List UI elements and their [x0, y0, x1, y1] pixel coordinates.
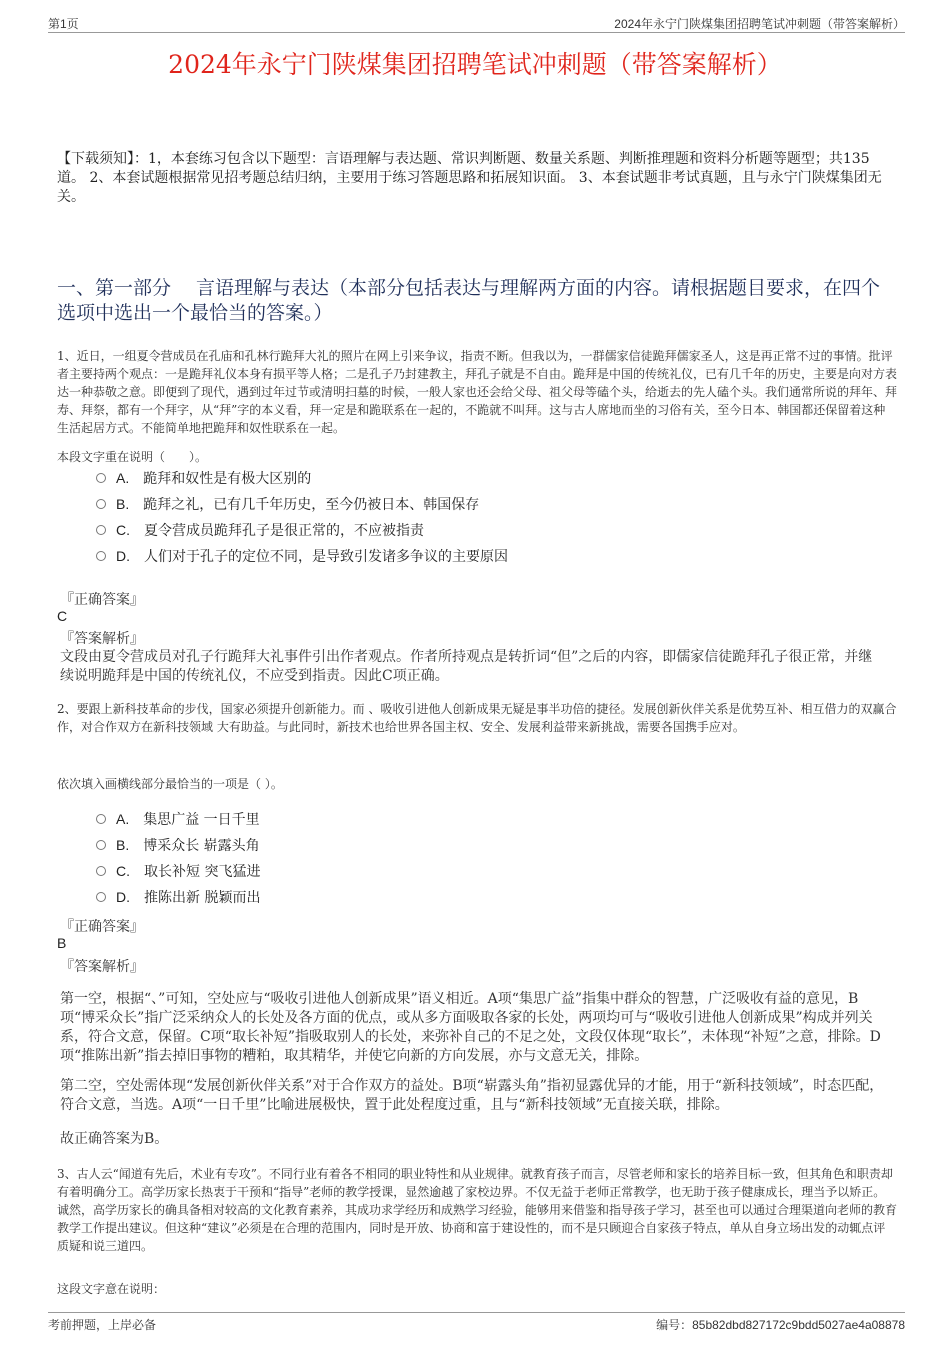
option-d[interactable]: D. 人们对于孔子的定位不同，是导致引发诸多争议的主要原因: [96, 543, 508, 569]
answer-label: 『正确答案』: [60, 592, 144, 608]
question-3-prompt: 这段文字意在说明：: [57, 1282, 166, 1296]
page-header: [48, 12, 905, 33]
download-notice: 【下载须知】：1，本套练习包含以下题型：言语理解与表达题、常识判断题、数量关系题、判断推理题和资料分析题等题型；共135道。 2、本套试题根据常见招考题总结归纳，主要用于练习答题思路和拓展知识面。 3、本套试题非考试真题，且与永宁门陕煤集团无关。: [57, 151, 882, 205]
question-2-prompt: 依次填入画横线部分最恰当的一项是（ ）。: [57, 777, 283, 791]
analysis-label: 『答案解析』: [60, 959, 144, 975]
analysis-label: 『答案解析』: [60, 631, 144, 647]
option-c[interactable]: C. 取长补短 突飞猛进: [96, 858, 260, 884]
question-2-analysis-p2: 第二空，空处需体现“发展创新伙伴关系”对于合作双方的益处。B项“崭露头角”指初显露优异的才能，用于“新科技领域”，时态匹配，符合文意，当选。A项“一日千里”比喻进展极快，置于此处程度过重，且与“新科技领域”无直接关联，排除。: [60, 1078, 884, 1113]
question-1-analysis: 文段由夏令营成员对孔子行跪拜大礼事件引出作者观点。作者所持观点是转折词“但”之后的内容，即儒家信徒跪拜孔子很正常，并继续说明跪拜是中国的传统礼仪，不应受到指责。因此C项正确。: [60, 649, 873, 684]
option-b[interactable]: B. 博采众长 崭露头角: [96, 832, 260, 858]
question-1-prompt: 本段文字重在说明（ ）。: [57, 450, 208, 464]
page-number: 第1页: [48, 17, 79, 31]
radio-icon[interactable]: [96, 892, 106, 902]
option-a[interactable]: A. 跪拜和奴性是有极大区别的: [96, 465, 508, 491]
radio-icon[interactable]: [96, 866, 106, 876]
footer-slogan: 考前押题，上岸必备: [48, 1318, 157, 1332]
answer-label: 『正确答案』: [60, 919, 144, 935]
question-2-options: [96, 806, 260, 910]
radio-icon[interactable]: [96, 473, 106, 483]
radio-icon[interactable]: [96, 499, 106, 509]
document-title: 2024年永宁门陕煤集团招聘笔试冲刺题（带答案解析）: [168, 50, 782, 79]
page-footer: [48, 1312, 905, 1335]
radio-icon[interactable]: [96, 525, 106, 535]
question-2-answer: B: [57, 935, 67, 951]
document-code: 编号：85b82dbd827172c9bdd5027ae4a08878: [656, 1318, 905, 1332]
question-2-analysis-p1: 第一空，根据“、”可知，空处应与“吸收引进他人创新成果”语义相近。A项“集思广益”指集中群众的智慧，广泛吸收有益的意见，B项“博采众长”指广泛采纳众人的长处及各方面的优点，或从多方面吸取各家的长处，两项均可与“吸收引进他人创新成果”构成并列关系，符合文意，保留。C项“取长补短”指吸取别人的长处，来弥补自己的不足之处，文段仅体现“取长”，未体现“补短”之意，排除。D项“推陈出新”指去掉旧事物的糟粕，取其精华，并使它向新的方向发展，亦与文意无关，排除。: [60, 991, 881, 1064]
option-d[interactable]: D. 推陈出新 脱颖而出: [96, 884, 260, 910]
radio-icon[interactable]: [96, 814, 106, 824]
option-a[interactable]: A. 集思广益 一日千里: [96, 806, 260, 832]
radio-icon[interactable]: [96, 840, 106, 850]
question-1-answer: C: [57, 608, 68, 624]
question-1-options: [96, 465, 508, 569]
section-heading: 一、第一部分 言语理解与表达（本部分包括表达与理解两方面的内容。请根据题目要求，在四个选项中选出一个最恰当的答案。）: [57, 277, 881, 324]
header-doc-title: 2024年永宁门陕煤集团招聘笔试冲刺题（带答案解析）: [614, 17, 905, 31]
question-2-analysis-p3: 故正确答案为B。: [60, 1131, 169, 1147]
radio-icon[interactable]: [96, 551, 106, 561]
option-b[interactable]: B. 跪拜之礼，已有几千年历史，至今仍被日本、韩国保存: [96, 491, 508, 517]
question-1-stem: 1、近日，一组夏令营成员在孔庙和孔林行跪拜大礼的照片在网上引来争议，指责不断。但我以为，一群儒家信徒跪拜儒家圣人，这是再正常不过的事情。批评者主要持两个观点：一是跪拜礼仪本身有损平等人格；二是孔子乃封建教主，拜孔子就是不自由。跪拜是中国的传统礼仪，已有几千年的历史，主要是向对方表达一种恭敬之意。即便到了现代，遇到过年过节或清明扫墓的时候，一般人家也还会给父母、祖父母等磕个头，给逝去的先人磕个头。我们通常所说的拜年、拜寿、拜祭，都有一个拜字，从“拜”字的本义看，拜一定是和跪联系在一起的，不跪就不叫拜。这与古人席地而坐的习俗有关，至今日本、韩国都还保留着这种生活起居方式。不能简单地把跪拜和奴性联系在一起。: [57, 349, 898, 435]
question-3-stem: 3、古人云“闻道有先后，术业有专攻”。不同行业有着各不相同的职业特性和从业规律。就教育孩子而言，尽管老师和家长的培养目标一致，但其角色和职责却有着明确分工。高学历家长热衷于干预和“指导”老师的教学授课，显然逾越了家校边界。不仅无益于老师正常教学，也无助于孩子健康成长，理当予以矫正。诚然，高学历家长的确具备相对较高的文化教育素养，其成功求学经历和成熟学习经验，能够用来借鉴和指导孩子学习，甚至也可以通过合理渠道向老师的教育教学工作提出建议。但这种“建议”必须是在合理的范围内，同时是开放、协商和富于建设性的，而不是只顾迎合自家孩子特点，单从自身立场出发的动辄点评质疑和说三道四。: [57, 1167, 898, 1253]
option-c[interactable]: C. 夏令营成员跪拜孔子是很正常的，不应被指责: [96, 517, 508, 543]
question-2-stem: 2、要跟上新科技革命的步伐，国家必须提升创新能力。而 、吸收引进他人创新成果无疑是事半功倍的捷径。发展创新伙伴关系是优势互补、相互借力的双赢合作，对合作双方在新科技领域 大有助益。与此同时，新技术也给世界各国主权、安全、发展利益带来新挑战，需要各国携手应对。: [57, 702, 897, 734]
